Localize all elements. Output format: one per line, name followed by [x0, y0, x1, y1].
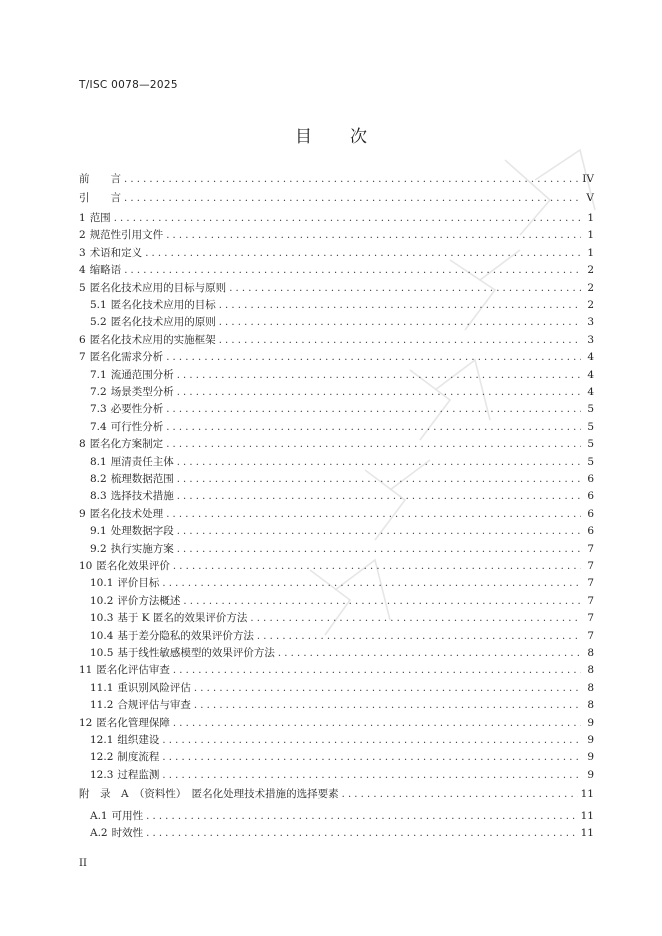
toc-entry-text: 匿名化方案制定: [89, 438, 164, 451]
toc-entry-number: 9.1: [90, 525, 107, 538]
toc-entry-text: 执行实施方案: [110, 542, 174, 555]
toc-entry-text: 组织建设: [117, 734, 160, 746]
toc-entry-number: 10: [79, 560, 93, 572]
dot-leader: [162, 768, 581, 783]
standard-code: T/ISC 0078—2025: [79, 79, 178, 91]
toc-entry[interactable]: [90, 594, 594, 609]
toc-entry-text: 术语和定义: [89, 246, 143, 259]
dot-leader: [219, 298, 581, 313]
toc-entry-page: 5: [587, 455, 594, 468]
toc-entry-number: 10.1: [90, 577, 114, 590]
dot-leader: [177, 489, 581, 504]
toc-entry-number: 4: [79, 264, 86, 277]
toc-entry-label: [79, 507, 163, 522]
toc-entry-label: [90, 472, 174, 487]
toc-entry-label: [90, 681, 191, 696]
toc-entry-page: 6: [587, 525, 594, 538]
toc-entry-page: 6: [587, 490, 594, 503]
toc-entry-text: 基于线性敏感模型的效果评价方法: [117, 647, 275, 659]
toc-entry[interactable]: [79, 211, 594, 226]
toc-entry-label: [90, 768, 159, 783]
toc-entry-page: 8: [587, 664, 594, 677]
toc-entry-page: 3: [587, 316, 594, 329]
dot-leader: [194, 681, 581, 696]
toc-entry-text: 合规评估与审查: [117, 699, 191, 712]
toc-entry-number: 5.1: [90, 299, 107, 311]
toc-entry[interactable]: [90, 402, 594, 417]
dot-leader: [145, 246, 581, 261]
toc-entry-label: [90, 298, 216, 313]
toc-entry[interactable]: [79, 191, 594, 206]
toc-entry-label: [90, 576, 159, 591]
toc-entry[interactable]: [79, 507, 594, 522]
title-char-1: 目: [295, 127, 312, 147]
dot-leader: [250, 611, 581, 626]
toc-entry[interactable]: [90, 576, 594, 591]
toc-entry-page: IV: [582, 173, 594, 185]
dot-leader: [177, 455, 581, 470]
toc-entry-page: 1: [587, 246, 594, 259]
toc-entry-label: [90, 611, 247, 626]
toc-entry[interactable]: [90, 809, 594, 824]
dot-leader: [124, 263, 581, 278]
toc-entry-label: [90, 733, 159, 748]
toc-entry-page: 5: [587, 438, 594, 451]
toc-entry[interactable]: [79, 350, 594, 365]
toc-entry-text: 匿名化评估审查: [96, 664, 170, 677]
dot-leader: [124, 172, 579, 187]
toc-entry-label: [90, 455, 174, 470]
dot-leader: [177, 542, 581, 557]
toc-entry-number: 7.2: [90, 386, 107, 398]
toc-entry-page: 9: [587, 751, 594, 764]
toc-entry-text: 匿名化效果评价: [96, 560, 170, 572]
toc-entry[interactable]: [90, 455, 594, 470]
dot-leader: [219, 315, 581, 330]
toc-entry-label: [79, 787, 339, 802]
toc-entry-page: 11: [580, 810, 594, 822]
toc-entry-number: 7.1: [90, 368, 107, 381]
toc-entry-page: 1: [587, 229, 594, 242]
toc-entry-text: 匿名化技术应用的目标: [110, 299, 216, 311]
toc-entry[interactable]: [79, 246, 594, 261]
toc-entry-text: 可用性: [111, 810, 144, 822]
toc-entry-number: 11.2: [90, 699, 114, 712]
toc-entry[interactable]: [90, 733, 594, 748]
toc-entry-number: 11: [79, 664, 93, 677]
toc-entry-label: [79, 211, 111, 226]
toc-entry-number: 12.1: [90, 734, 114, 746]
toc-entry-number: 12: [79, 716, 93, 729]
toc-entry-number: 5.2: [90, 316, 107, 329]
toc-entry-label: [79, 350, 163, 365]
toc-entry-page: 6: [587, 473, 594, 485]
toc-entry-text: 匿名化技术应用的目标与原则: [89, 281, 227, 294]
toc-entry-page: 9: [587, 716, 594, 729]
toc-entry-number: 8.1: [90, 455, 107, 468]
toc-entry-text: 梳理数据范围: [110, 473, 174, 485]
toc-entry[interactable]: [79, 437, 594, 452]
toc-entry-page: 4: [587, 386, 594, 398]
toc-entry-label: [90, 542, 174, 557]
toc-entry-text: 引 言: [79, 192, 121, 204]
toc-entry[interactable]: [79, 333, 594, 348]
toc-entry[interactable]: [90, 489, 594, 504]
dot-leader: [166, 228, 581, 243]
toc-entry-page: 9: [587, 734, 594, 746]
toc-entry-number: 10.3: [90, 612, 114, 625]
toc-entry[interactable]: [90, 826, 594, 841]
toc-entry-label: [79, 663, 170, 678]
toc-entry-number: 10.5: [90, 647, 114, 659]
toc-entry[interactable]: [90, 750, 594, 765]
toc-entry[interactable]: [90, 315, 594, 330]
toc-entry-number: 9: [79, 507, 86, 520]
toc-entry-number: 7.4: [90, 420, 107, 433]
toc-entry[interactable]: [90, 298, 594, 313]
footer-page-number: II: [79, 858, 87, 869]
toc-entry-page: 8: [587, 699, 594, 712]
toc-entry-number: 10.2: [90, 594, 114, 607]
toc-entry-number: 10.4: [90, 629, 114, 642]
toc-entry-text: 过程监测: [117, 768, 160, 781]
toc-entry-page: 1: [587, 212, 594, 224]
toc-entry-page: 5: [587, 420, 594, 433]
toc-entry-text: 规范性引用文件: [89, 229, 164, 242]
toc-entry-label: [79, 228, 163, 243]
toc-entry-page: 4: [587, 368, 594, 381]
dot-leader: [146, 826, 578, 841]
toc-entry-text: 评价目标: [117, 577, 160, 590]
toc-entry-text: 匿名化技术处理: [89, 507, 164, 520]
toc-entry-text: 重识别风险评估: [117, 681, 191, 694]
toc-entry[interactable]: [90, 524, 594, 539]
toc-entry-page: 2: [587, 299, 594, 311]
dot-leader: [194, 698, 581, 713]
toc-entry-text: 可行性分析: [110, 420, 164, 433]
toc-entry-text: 基于差分隐私的效果评价方法: [117, 629, 254, 642]
toc-entry-label: [79, 281, 226, 296]
toc-entry-number: 5: [79, 281, 86, 294]
toc-entry-page: 2: [587, 264, 594, 277]
dot-leader: [162, 733, 581, 748]
dot-leader: [166, 402, 581, 417]
toc-entry-number: 6: [79, 333, 86, 346]
toc-entry-page: 6: [587, 507, 594, 520]
toc-entry-page: 9: [587, 768, 594, 781]
toc-entry-page: 7: [587, 542, 594, 555]
toc-entry[interactable]: [79, 716, 594, 731]
toc-entry-number: 2: [79, 229, 86, 242]
toc-entry-text: 时效性: [111, 827, 144, 839]
toc-entry-page: 7: [587, 577, 594, 590]
toc-entry-number: 12.3: [90, 768, 114, 781]
toc-entry-label: [79, 437, 163, 452]
toc-entry-text: 附 录 A （资料性） 匿名化处理技术措施的选择要素: [79, 788, 339, 800]
toc-entry[interactable]: [90, 385, 594, 400]
toc-entry-label: [90, 402, 163, 417]
toc-entry-label: [90, 420, 163, 435]
toc-entry[interactable]: [90, 542, 594, 557]
dot-leader: [177, 368, 581, 383]
dot-leader: [173, 716, 581, 731]
toc-entry-label: [90, 750, 159, 765]
dot-leader: [166, 420, 581, 435]
toc-entry[interactable]: [90, 768, 594, 783]
toc-entry-text: 匿名化技术应用的原则: [110, 316, 216, 329]
dot-leader: [177, 472, 581, 487]
toc-entry-label: [90, 809, 143, 824]
toc-entry-number: A.2: [90, 827, 108, 839]
toc-entry-text: 匿名化管理保障: [96, 716, 170, 729]
toc-entry[interactable]: [79, 172, 594, 187]
dot-leader: [162, 576, 581, 591]
toc-entry-number: 11.1: [90, 681, 114, 694]
toc-entry[interactable]: [90, 420, 594, 435]
toc-entry-page: 11: [580, 788, 594, 800]
toc-entry-text: 必要性分析: [110, 403, 164, 416]
toc-entry-page: 2: [587, 281, 594, 294]
toc-entry[interactable]: [90, 646, 594, 661]
dot-leader: [177, 524, 581, 539]
toc-entry-page: V: [586, 192, 594, 204]
toc-entry-number: 9.2: [90, 542, 107, 555]
dot-leader: [183, 594, 581, 609]
toc-entry-label: [79, 559, 170, 574]
toc-entry-text: 范围: [89, 212, 111, 224]
dot-leader: [162, 750, 581, 765]
toc-entry-label: [79, 263, 121, 278]
toc-entry-text: 缩略语: [89, 264, 122, 277]
dot-leader: [166, 437, 581, 452]
toc-entry-label: [90, 629, 254, 644]
toc-entry-label: [90, 524, 174, 539]
toc-entry[interactable]: [79, 787, 594, 802]
dot-leader: [114, 211, 581, 226]
toc-entry[interactable]: [79, 263, 594, 278]
toc-entry-text: 评价方法概述: [117, 594, 181, 607]
toc-entry-number: 8.2: [90, 473, 107, 485]
toc-entry-text: 匿名化需求分析: [89, 351, 164, 364]
toc-entry-number: 1: [79, 212, 86, 224]
toc-entry-label: [90, 826, 143, 841]
toc-entry-number: 12.2: [90, 751, 114, 764]
toc-entry-label: [90, 698, 191, 713]
toc-entry[interactable]: [90, 472, 594, 487]
toc-entry[interactable]: [79, 559, 594, 574]
toc-entry[interactable]: [90, 611, 594, 626]
title-char-2: 次: [350, 127, 367, 147]
toc-entry-text: 流通范围分析: [110, 368, 174, 381]
toc-entry-number: A.1: [90, 810, 108, 822]
toc-entry-label: [79, 172, 121, 187]
toc-entry-label: [90, 646, 275, 661]
dot-leader: [342, 787, 578, 802]
toc-entry-page: 8: [587, 647, 594, 659]
dot-leader: [219, 333, 581, 348]
toc-entry-label: [90, 594, 180, 609]
toc-entry-label: [90, 489, 174, 504]
toc-entry-label: [79, 191, 121, 206]
toc-entry[interactable]: [79, 663, 594, 678]
dot-leader: [166, 507, 581, 522]
toc-entry-text: 选择技术措施: [110, 490, 174, 503]
toc-entry-text: 场景类型分析: [110, 386, 174, 398]
toc-entry-label: [90, 385, 174, 400]
toc-entry[interactable]: [79, 281, 594, 296]
toc-entry[interactable]: [90, 368, 594, 383]
toc-entry[interactable]: [90, 698, 594, 713]
toc-entry-page: 11: [580, 827, 594, 839]
toc-entry-text: 厘清责任主体: [110, 455, 174, 468]
toc-entry-page: 4: [587, 351, 594, 364]
toc-entry-number: 8.3: [90, 490, 107, 503]
toc-entry-number: 7: [79, 351, 86, 364]
toc-entry[interactable]: [90, 629, 594, 644]
dot-leader: [124, 191, 581, 206]
toc-entry-text: 处理数据字段: [110, 525, 174, 538]
toc-entry-page: 3: [587, 333, 594, 346]
toc-entry-number: 8: [79, 438, 86, 451]
toc-entry-page: 8: [587, 681, 594, 694]
toc-entry-text: 匿名化技术应用的实施框架: [89, 333, 216, 346]
dot-leader: [146, 809, 578, 824]
toc-entry-label: [79, 333, 216, 348]
toc-entry-page: 7: [587, 612, 594, 625]
toc-entry-number: 7.3: [90, 403, 107, 416]
dot-leader: [177, 385, 581, 400]
dot-leader: [173, 663, 581, 678]
toc-entry-page: 7: [587, 629, 594, 642]
dot-leader: [173, 559, 581, 574]
toc-entry-text: 前 言: [79, 173, 121, 185]
dot-leader: [166, 350, 581, 365]
toc-entry-label: [90, 315, 216, 330]
toc-entry-page: 5: [587, 403, 594, 416]
toc-entry-number: 3: [79, 246, 86, 259]
toc-entry-page: 7: [587, 560, 594, 572]
toc-entry-page: 7: [587, 594, 594, 607]
dot-leader: [257, 629, 581, 644]
dot-leader: [229, 281, 581, 296]
dot-leader: [278, 646, 581, 661]
toc-entry-label: [79, 246, 142, 261]
toc-entry-text: 制度流程: [117, 751, 160, 764]
toc-entry-label: [90, 368, 174, 383]
toc-entry[interactable]: [79, 228, 594, 243]
toc-entry-label: [79, 716, 170, 731]
toc-entry[interactable]: [90, 681, 594, 696]
toc-entry-text: 基于 K 匿名的效果评价方法: [117, 612, 248, 625]
